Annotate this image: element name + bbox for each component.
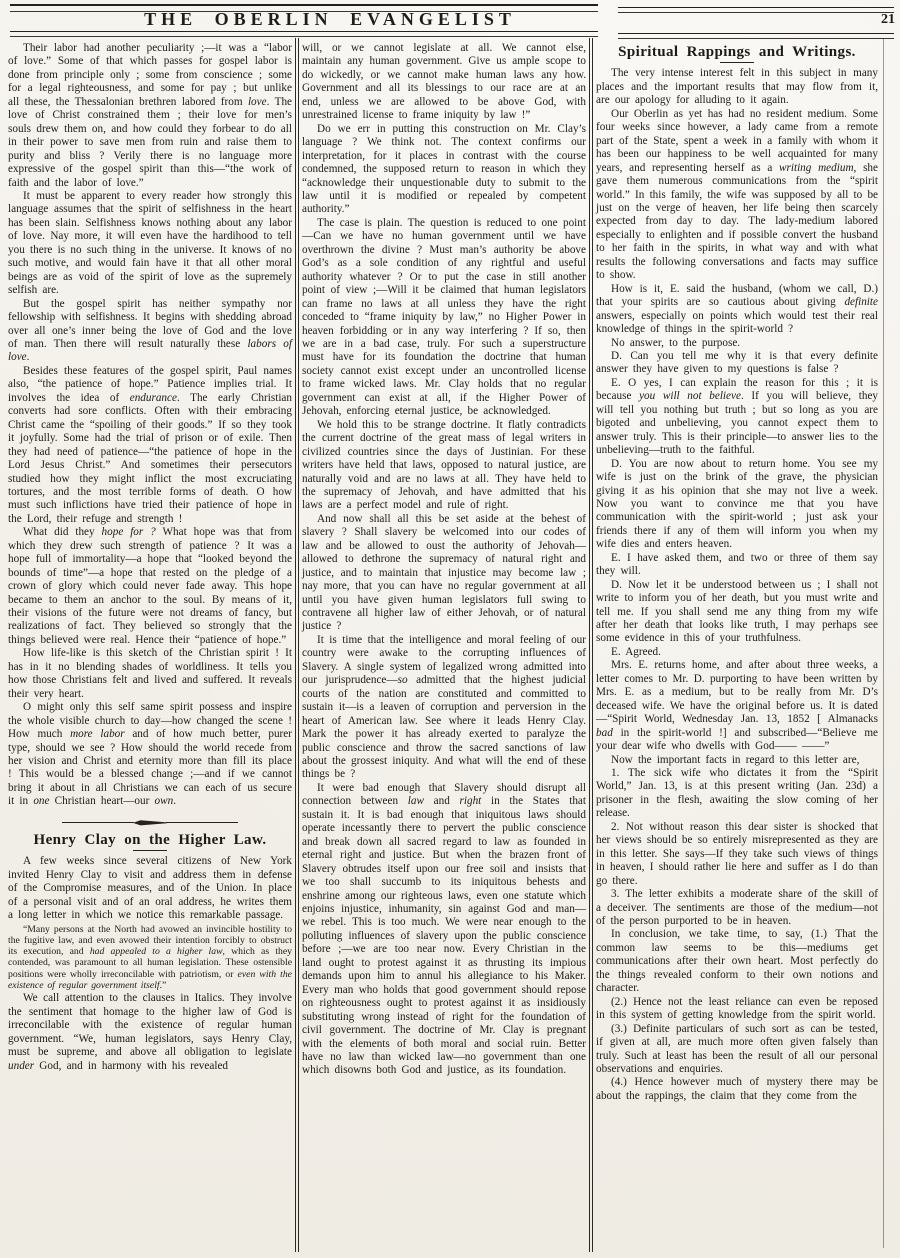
right-margin [880, 38, 900, 1258]
paragraph: 2. Not without reason this dear sister is shocked that her views should be so entirely misrepresented as they are in this letter. She says—If they take such views of things in heaven, I should rather lie here and suffer as I do than go there. [596, 820, 878, 887]
masthead-title: THE OBERLIN EVANGELIST [144, 9, 516, 29]
paragraph: D. Can you tell me why it is that every definite answer they have given to my questions is false ? [596, 349, 878, 376]
paragraph: The very intense interest felt in this subject in many places and the important results that may flow from it, are our apology for alluding to it again. [596, 67, 878, 107]
paragraph: In conclusion, we take time, to say, (1.) That the common law seems to be this—mediums get communications after their own heart. Most perfectly do the things revealed conform to their own notions and character. [596, 928, 878, 995]
paragraph: Their labor had another peculiarity ;—it was a “labor of love.” Some of that which passes for gospel labor is done from principle only ; some from conscience ; some for a legal righteousness, and some for pay ; but unlike all these, the Thessalonian brethren labored from love. The love of Christ constrained them ; their love for men’s souls drew them on, and how could they forbear to do all in their power to save men from ruin and raise them to purity and bliss ? Verily there is no language more expressive of the gospel spirit than this—“the work of faith and the labor of love.” [8, 42, 292, 189]
paragraph: will, or we cannot legislate at all. We cannot else, maintain any human government. Give us ample scope to do wickedly, or we cannot make human laws any how. Government and all its blessings to our race are at an end, unless we are allowed to be above God, with unrestrained license to frame iniquity by law !” [302, 42, 586, 122]
paragraph: And now shall all this be set aside at the behest of slavery ? Shall slavery be welcomed into our codes of law and be allowed to oust the authority of Jehovah—allowed to dethrone the supremacy of natural right and justice, and to maintain that injustice may become law ; nay more, that you can have no regular government at all until you have given human legislators full swing to contravene all higher law of either Jehovah, or of natural justice ? [302, 512, 586, 633]
article-heading: Spiritual Rappings and Writings. [618, 44, 856, 60]
divider-line [62, 822, 134, 823]
paragraph: No answer, to the purpose. [611, 336, 741, 349]
paragraph: We call attention to the clauses in Italics. They involve the sentiment that homage to the higher law of God is irreconcilable with the existence of regular human government. “We, human legislators, says Henry Clay, must be supreme, and above all obligation to legislate under God, and in harmony with his revealed [8, 992, 292, 1072]
paragraph: But the gospel spirit has neither sympathy nor fellowship with selfishness. It begins with shedding abroad over all one’s inner being the love of God and the love of man. Then there will result naturally these labors of love. [8, 297, 292, 364]
paragraph: We hold this to be strange doctrine. It flatly contradicts the current doctrine of the great mass of legal writers in civilized countries since the days of Justinian. For these writers have held that laws, opposed to natural justice, are naturally void and are no laws at all. They have held to the supremacy of Jehovah, and have admitted that his laws are a perfect model and rule of right. [302, 418, 586, 512]
paragraph: “Many persons at the North had avowed an invincible hostility to the fugitive law, and even avowed their intention forcibly to obstruct its execution, and had appealed to a higher law, which as they contended, was paramount to all human legislation. These ostensible positions were wholly irreconcilable with patriotism, or even with the existence of regular government itself.” [8, 923, 292, 992]
paragraph: E. Agreed. [611, 645, 661, 658]
paragraph: O might only this self same spirit possess and inspire the whole visible church to day—how changed the scene ! How much more labor and of how much better, purer type, should we see ? How should the world recede from her vision and Christ and eternity more than fill its place ! This would be a blessed change ;—and if we cannot bring it about in all Christians we can each of us secure it in one Christian heart—our own. [8, 701, 292, 808]
paragraph: How is it, E. said the husband, (whom we call, D.) that your spirits are so cautious about giving definite answers, especially on points which would test their real knowledge of things in the spirit-world ? [596, 282, 878, 336]
paragraph: 3. The letter exhibits a moderate share of the skill of a deceiver. The sentiments are those of the medium—not of the person purported to be in heaven. [596, 888, 878, 927]
paragraph: Besides these features of the gospel spirit, Paul names also, “the patience of hope.” Patience implies trial. It involves the idea of endurance. The early Christian converts had sore conflicts. Often with their embracing Christ came the “spoiling of their goods.” If so they took it joyfully. Some had the trial of prison or of exile. Then they had need of patience—“the patience of hope in the Lord Jesus Christ.” And sometimes their persecutors studied how they might inflict the most excruciating tortures, and the most terrible forms of death. O how must such inflictions have tried their patience of hope in the Lord, their refuge and strength ! [8, 364, 292, 525]
diamond-icon [133, 820, 167, 826]
paragraph: It were bad enough that Slavery should disrupt all connection between law and right in the States that sustain it. It is bad enough that iniquitous laws should operate incessantly there to pervert the public conscience and break down all sacred regard to law as founded in eternal right and justice. But when the brazen front of Slavery obtrudes itself upon our free soil and insists that we too shall succumb to its iniquitous behests and enshrine among our righteous laws, even one statute which enjoins injustice, inhumanity, sin against God and man—we rebel. This is too much. We were near enough to the polluting influences of slavery upon the public conscience before ;—we are too near now. Every Christian in the land ought to protest against it as thrusting its impious demands upon him to annul his allegiance to his Maker. Every man who holds that good government should repose on righteousness ought to protest against it as insidiously substituting wrong instead of right for the foundation of civil government. The doctrine of Mr. Clay is pregnant with the elements of both moral and social ruin. Better have no law than wicked law—no government than one which disowns both God and justice, as its foundation. [302, 781, 587, 1077]
paragraph: Our Oberlin as yet has had no resident medium. Some four weeks since however, a lady came from a remote part of the State, spent a week in a family with whom it has been our happiness to be well acquainted for many years, and representing herself as a writing medium, she gave them numerous communications from the “spirit world.” In this family, the wife was supposed by all to be just on the verge of heaven, her life being then scarcely expected from day to day. The lady-medium labored especially to enlighten and if possible convert the husband to her faith in the spirits, in what way and with what results the following conversations and facts may suffice to show. [596, 107, 879, 282]
column-divider-2 [588, 38, 594, 1258]
paragraph: (4.) Hence however much of mystery there may be about the rappings, the claim that they come from the [596, 1076, 878, 1102]
column-3 [594, 38, 880, 1258]
article-heading: Henry Clay on the Higher Law. [33, 831, 267, 848]
page-number: 21 [881, 12, 895, 27]
paragraph: D. Now let it be understood between us ; I shall not write to inform you of her death, but you must write and tell me. If you shall send me any thing from my wife after her death that looks like truth, I may perhaps see some evidence in this of your truthfulness. [596, 578, 878, 645]
header-rule-bottom-left [10, 31, 598, 37]
paragraph: It must be apparent to every reader how strongly this language assumes that the spirit of selfishness in the heart has been slain. Selfishness knows nothing about any labor of love. Nay more, it will even have the hardihood to tell you there is no such thing in the universe. It knows of no such motive, and would fain have it that all other moral beings are as void of the spirit of love as the supremely selfish are. [8, 189, 292, 297]
paragraph: What did they hope for ? What hope was that from which they drew such strength of patience ? It was a hope full of immortality—a hope that “looked beyond the bounds of time”—a hope that rested on the pledge of a crown of glory which could never fade away. This hope became to them an anchor to the soul. By means of it, their visions of the future were not dreams of fancy, but realizations of fact. They believed so strongly that the things believed were real. Hence their “patience of hope.” [8, 526, 292, 646]
paragraph: A few weeks since several citizens of New York invited Henry Clay to visit and address them in defense of the Compromise measures, and of the Union. In place of a personal visit and of an oral address, he writes them a long letter in which we notice this remarkable passage. [8, 855, 292, 922]
paragraph: 1. The sick wife who dictates it from the “Spirit World,” Jan. 13, is at this present writing (Jan. 23d) a prisoner in the flesh, awaiting the slow coming of her release. [596, 767, 878, 820]
paragraph: (2.) Hence not the least reliance can even be reposed in this system of getting knowledge from the spirit world. [596, 995, 878, 1022]
paragraph: (3.) Definite particulars of such sort as can be tested, if given at all, are much more often given falsely than truly. Such at least has been the result of all our personal observations and enquiries. [596, 1022, 878, 1075]
columns-container [0, 38, 900, 1258]
divider-line [166, 822, 238, 823]
ornament-divider [8, 816, 292, 830]
short-rule [720, 62, 754, 63]
paragraph: Do we err in putting this construction on Mr. Clay’s language ? We think not. The context confirms our interpretation, for it places in contrast with the course condemned, the supposed return to reason in which they “acknowledge their unquestionable duty to submit to the law until it is modified or repealed by competent authority.” [302, 122, 586, 216]
short-rule [133, 850, 167, 851]
page-header [0, 0, 900, 38]
paragraph: Now the important facts in regard to this letter are, [611, 753, 860, 766]
paragraph: D. You are now about to return home. You see my wife is just on the brink of the grave, the physician giving it as his opinion that she may not live a week. Now you want to convince me that you have communication with the spirit-world ; just ask your friends there if any of them will inform you when my wife dies and enters heaven. [596, 457, 878, 551]
column-divider-1 [294, 38, 300, 1258]
paragraph: The case is plain. The question is reduced to one point—Can we have no human government until we have overthrown the divine ? Must man’s authority be above God’s as a sole condition of any rightful and useful authority whatever ? Or to put the case in still another point of view ;—Will it be claimed that human legislators can frame no laws at all unless they have the right conceded to “frame iniquity by law,” no Higher Power in heaven forbidding or in any way interfering ? If so, then we are in a bad case, truly. For such a superstructure must have for its foundation the doctrine that human society cannot exist except under an uncontrolled license to frame wicked laws. Mr. Clay holds that no regular government can exist at all, if the Higher Power of Jehovah, enforcing eternal justice, be acknowledged. [302, 216, 586, 418]
paragraph: E. I have asked them, and two or three of them say they will. [596, 551, 878, 578]
left-margin [0, 38, 6, 1258]
paragraph: It is time that the intelligence and moral feeling of our country were awake to the corrupting influences of Slavery. A single system of legalized wrong admitted into our jurisprudence—so admitted that the highest judicial courts of the nation are constituted and committed to sustain it—is a leaven of corruption and perversion in the heart of American law. See where it leads Henry Clay. Mark the power it has already exerted to paralyze the public conscience and throw the sacred sanctions of law about the grossest iniquity. And what will the end of these things be ? [302, 633, 586, 781]
paragraph: E. O yes, I can explain the reason for this ; it is because you will not believe. If you will believe, they will tell you nothing but truth ; but so long as you are bigoted and unbelieving, you cannot expect them to answer truly. This is their principle—to answer lies to the unbelieving—truth to the faithful. [596, 376, 878, 457]
column-1 [6, 38, 294, 1258]
paragraph: How life-like is this sketch of the Christian spirit ! It has in it no blending shades of worldliness. It tells you how those Christians felt and lived and suffered. It reveals their very heart. [8, 647, 292, 700]
paragraph: Mrs. E. returns home, and after about three weeks, a letter comes to Mr. D. purporting to have been written by Mrs. E. as a medium, but to be really from Mr. D’s deceased wife. We have the original before us. It is dated—“Spirit World, Wednesday Jan. 13, 1852 [ Almanacks bad in the spirit-world !] and subscribed—“Believe me your dear wife who dwells with God—— ——” [596, 659, 878, 753]
column-2 [300, 38, 588, 1258]
